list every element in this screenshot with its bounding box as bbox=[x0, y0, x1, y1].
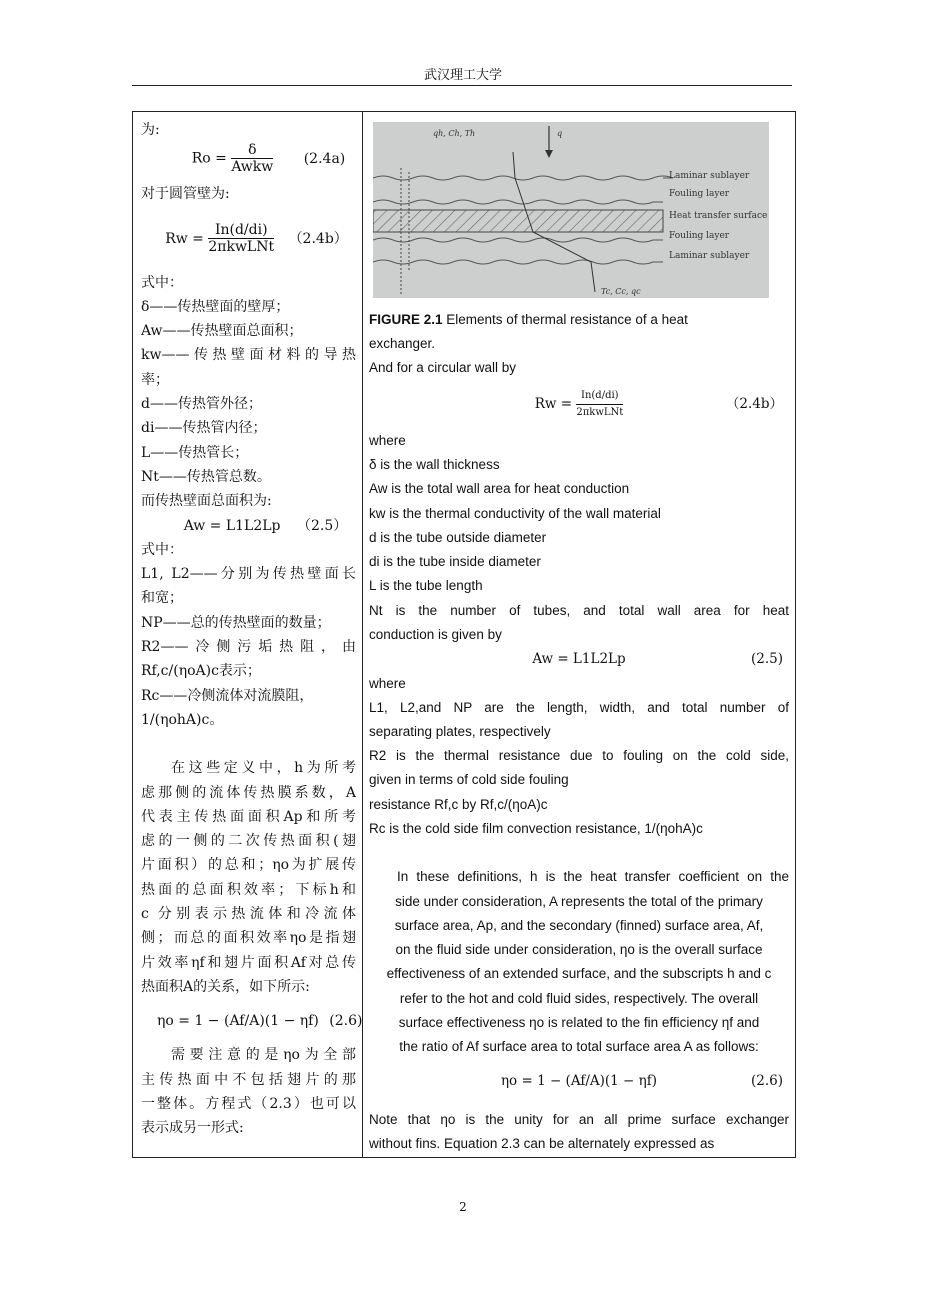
text-line: Rc——冷侧流体对流膜阻， bbox=[141, 687, 314, 704]
text-line: L is the tube length bbox=[369, 578, 483, 593]
text-line: 片效率ηf和翅片面积Af对总传 bbox=[141, 954, 356, 971]
text-line: 一整体。方程式（2.3）也可以 bbox=[141, 1095, 356, 1112]
eq-fraction bbox=[208, 222, 274, 255]
text-line: surface effectiveness ηo is related to the fin efficiency ηf and bbox=[398, 1015, 760, 1030]
eq-denominator: Awkw bbox=[231, 159, 274, 176]
text-line: exchanger. bbox=[369, 336, 436, 351]
text-line: 率； bbox=[141, 371, 169, 388]
text-line: 和宽； bbox=[141, 590, 183, 607]
eq-fraction bbox=[231, 142, 273, 175]
text-line: 式中： bbox=[141, 274, 183, 291]
text-line: surface area, Ap, and the secondary (finned) surface area, Af, bbox=[394, 918, 764, 933]
eq-numerator: δ bbox=[231, 142, 273, 159]
text-line: 需要注意的是ηo为全部 bbox=[171, 1047, 356, 1064]
eq-lhs: Ro = bbox=[191, 150, 227, 167]
eq-tag: (2.5) bbox=[750, 651, 783, 667]
figure-diagram bbox=[373, 122, 769, 298]
text-line: R2——冷侧污垢热阻，由 bbox=[141, 639, 356, 656]
text-line: Rc is the cold side film convection resistance, 1/(ηohA)c bbox=[369, 821, 703, 836]
text-line: di——传热管内径； bbox=[141, 420, 267, 437]
text-line: 侧；而总的面积效率ηo是指翅 bbox=[141, 930, 356, 947]
caption-label: FIGURE 2.1 bbox=[369, 312, 443, 327]
text-line: conduction is given by bbox=[369, 627, 502, 642]
text-line: 表示成另一形式: bbox=[141, 1120, 244, 1137]
text-line: the ratio of Af surface area to total surface area A as follows: bbox=[399, 1039, 759, 1054]
text-line: 片面积）的总和；ηo为扩展传 bbox=[141, 857, 356, 874]
layer-label: Fouling layer bbox=[669, 231, 730, 241]
thermal-resistance-figure bbox=[373, 122, 769, 298]
equation-2-6 bbox=[141, 999, 363, 1043]
text-line: Aw——传热壁面总面积； bbox=[141, 323, 303, 340]
eq-expression: ηo = 1 − (Af/A)(1 − ηf) bbox=[500, 1073, 658, 1089]
equation-2-4b-en bbox=[369, 382, 789, 426]
eq-denominator: 2πkwLNt bbox=[208, 239, 275, 256]
text-line: 1/(ηohA)c。 bbox=[141, 711, 224, 728]
eq-tag: （2.5） bbox=[296, 517, 348, 534]
text-line: effectiveness of an extended surface, and the subscripts h and c bbox=[386, 966, 772, 981]
text-line: L——传热管长； bbox=[141, 444, 249, 461]
eq-tag: （2.4b） bbox=[725, 396, 783, 412]
text-line: without fins. Equation 2.3 can be alternately expressed as bbox=[369, 1136, 715, 1151]
text-line: 代表主传热面面积Ap和所考 bbox=[141, 808, 356, 825]
text-line: 对于圆管壁为: bbox=[141, 186, 230, 203]
eq-tag: (2.6) bbox=[750, 1073, 783, 1089]
text-line: R2 is the thermal resistance due to fouling on the cold side, bbox=[369, 748, 789, 763]
text-line: where bbox=[369, 676, 406, 691]
eq-numerator: In(d/di) bbox=[576, 388, 623, 405]
figure-bottom-label: Tc, Cc, qc bbox=[601, 287, 641, 296]
text-line: given in terms of cold side fouling bbox=[369, 772, 569, 787]
eq-denominator: 2πkwLNt bbox=[576, 407, 624, 418]
equation-2-5-en bbox=[369, 651, 789, 667]
text-line: 虑那侧的流体传热膜系数，A bbox=[141, 784, 356, 801]
text-line: on the fluid side under consideration, ηo is the overall surface bbox=[395, 942, 763, 957]
caption-text: Elements of thermal resistance of a heat bbox=[442, 312, 688, 327]
figure-q-label: q bbox=[557, 129, 563, 138]
text-line: 式中： bbox=[141, 541, 183, 558]
eq-tag: （2.4b） bbox=[288, 230, 348, 247]
equation-2-6-en bbox=[369, 1073, 789, 1089]
text-line: c 分别表示热流体和冷流体 bbox=[141, 906, 356, 923]
blank-line bbox=[141, 732, 356, 756]
eq-expression: Aw = L1L2Lp bbox=[532, 651, 626, 667]
page-number: 2 bbox=[459, 1200, 467, 1214]
eq-lhs: Rw = bbox=[534, 396, 573, 412]
text-line: L1, L2——分别为传热壁面长 bbox=[141, 566, 356, 583]
eq-tag: (2.6) bbox=[329, 1013, 363, 1030]
text-line: And for a circular wall by bbox=[369, 360, 517, 375]
text-line: d——传热管外径； bbox=[141, 396, 262, 413]
text-line: 热面的总面积效率；下标h和 bbox=[141, 881, 356, 898]
eq-expression: Aw = L1L2Lp bbox=[183, 517, 281, 534]
bilingual-table bbox=[132, 111, 796, 1158]
text-line: separating plates, respectively bbox=[369, 724, 551, 739]
text-line: 而传热壁面总面积为: bbox=[141, 493, 272, 510]
text-line: refer to the hot and cold fluid sides, respectively. The overall bbox=[399, 991, 759, 1006]
text-line: NP——总的传热壁面的数量； bbox=[141, 614, 331, 631]
text-line: Rf,c/(ηoA)c表示； bbox=[141, 663, 261, 680]
text-line: L1, L2,and NP are the length, width, and total number of bbox=[369, 700, 789, 715]
layer-label: Laminar sublayer bbox=[669, 171, 750, 181]
text-line: 在这些定义中，h为所考 bbox=[171, 760, 356, 777]
text-line: resistance Rf,c by Rf,c/(ηoA)c bbox=[369, 797, 548, 812]
text-line: 主传热面中不包括翅片的那 bbox=[141, 1071, 356, 1088]
eq-expression: ηo = 1 − (Af/A)(1 − ηf) bbox=[157, 1013, 319, 1030]
layer-label: Heat transfer surface bbox=[669, 211, 768, 221]
header-title: 武汉理工大学 bbox=[423, 68, 502, 83]
eq-tag: (2.4a) bbox=[303, 150, 346, 167]
text-line: Nt is the number of tubes, and total wall area for heat bbox=[369, 603, 789, 618]
text-line: di is the tube inside diameter bbox=[369, 554, 541, 569]
text-line: where bbox=[369, 433, 406, 448]
header-rule bbox=[132, 85, 792, 86]
text-line: 热面积A的关系，如下所示: bbox=[141, 978, 310, 995]
equation-2-4a bbox=[141, 142, 356, 182]
layer-label: Laminar sublayer bbox=[669, 251, 750, 261]
text-line: side under consideration, A represents the total of the primary bbox=[395, 894, 763, 909]
text-line: In these definitions, h is the heat transfer coefficient on the bbox=[397, 869, 789, 884]
text-line: d is the tube outside diameter bbox=[369, 530, 547, 545]
eq-numerator: In(d/di) bbox=[208, 222, 274, 239]
text-line: kw——传热壁面材料的导热 bbox=[141, 347, 356, 364]
layer-label: Fouling layer bbox=[669, 189, 730, 199]
equation-2-4b bbox=[141, 207, 356, 271]
text-line: Note that ηo is the unity for an all prime surface exchanger bbox=[369, 1112, 789, 1127]
text-line: δ is the wall thickness bbox=[369, 457, 500, 472]
figure-top-label: qh, Ch, Th bbox=[433, 129, 476, 138]
figure-caption bbox=[369, 312, 789, 327]
eq-fraction bbox=[576, 388, 623, 421]
text-line: 虑的一侧的二次传热面积(翅 bbox=[141, 833, 356, 850]
text-line: Nt——传热管总数。 bbox=[141, 468, 271, 485]
eq-lhs: Rw = bbox=[165, 230, 204, 247]
chinese-column bbox=[141, 118, 363, 1140]
text-line: δ——传热壁面的壁厚； bbox=[141, 298, 290, 315]
text-line: 为: bbox=[141, 122, 160, 138]
text-line: Aw is the total wall area for heat conduction bbox=[369, 481, 630, 496]
text-line: kw is the thermal conductivity of the wall material bbox=[369, 506, 661, 521]
equation-2-5 bbox=[141, 514, 356, 538]
